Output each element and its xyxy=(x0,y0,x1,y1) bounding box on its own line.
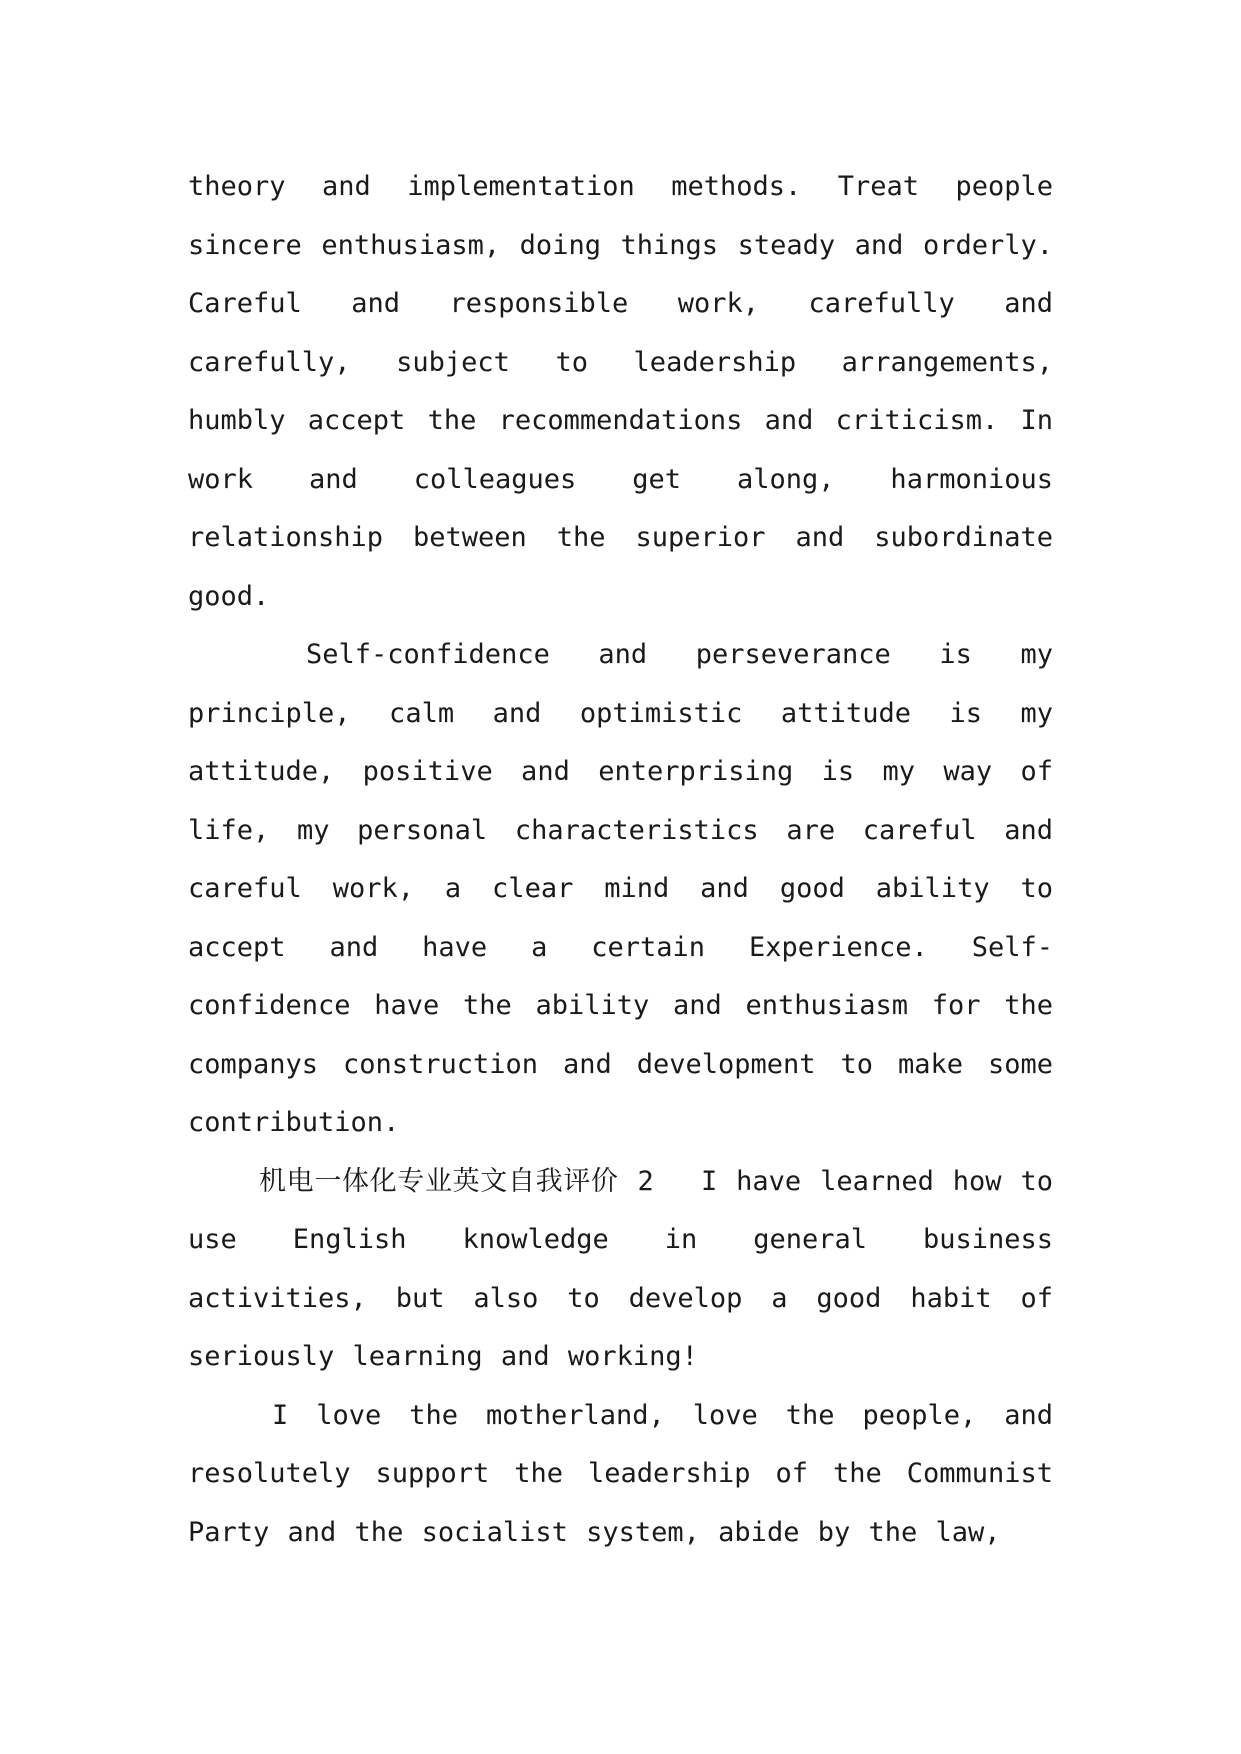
paragraph-4: I love the motherland, love the people, and resolutely support the leadership of the Communist Party and the socialist system, abide by the law, xyxy=(188,1399,1053,1548)
document-body xyxy=(188,158,1053,1562)
paragraph-3: 机电一体化专业英文自我评价 2 I have learned how to use English knowledge in general business activities, but also to develop a good habit of seriously learning and working! xyxy=(188,1165,1053,1372)
paragraph-1: theory and implementation methods. Treat people sincere enthusiasm, doing things steady and orderly. Careful and responsible work, carefully and carefully, subject to leadership arrangements, humbly accept the recommendations and criticism. In work and colleagues get along, harmonious relationship between the superior and subordinate good. xyxy=(188,171,1053,612)
paragraph-2: Self-confidence and perseverance is my principle, calm and optimistic attitude is my attitude, positive and enterprising is my way of life, my personal characteristics are careful and careful work, a clear mind and good ability to accept and have a certain Experience. Self-confidence have the ability and enthusiasm for the companys construction and development to make some contribution. xyxy=(188,639,1053,1138)
